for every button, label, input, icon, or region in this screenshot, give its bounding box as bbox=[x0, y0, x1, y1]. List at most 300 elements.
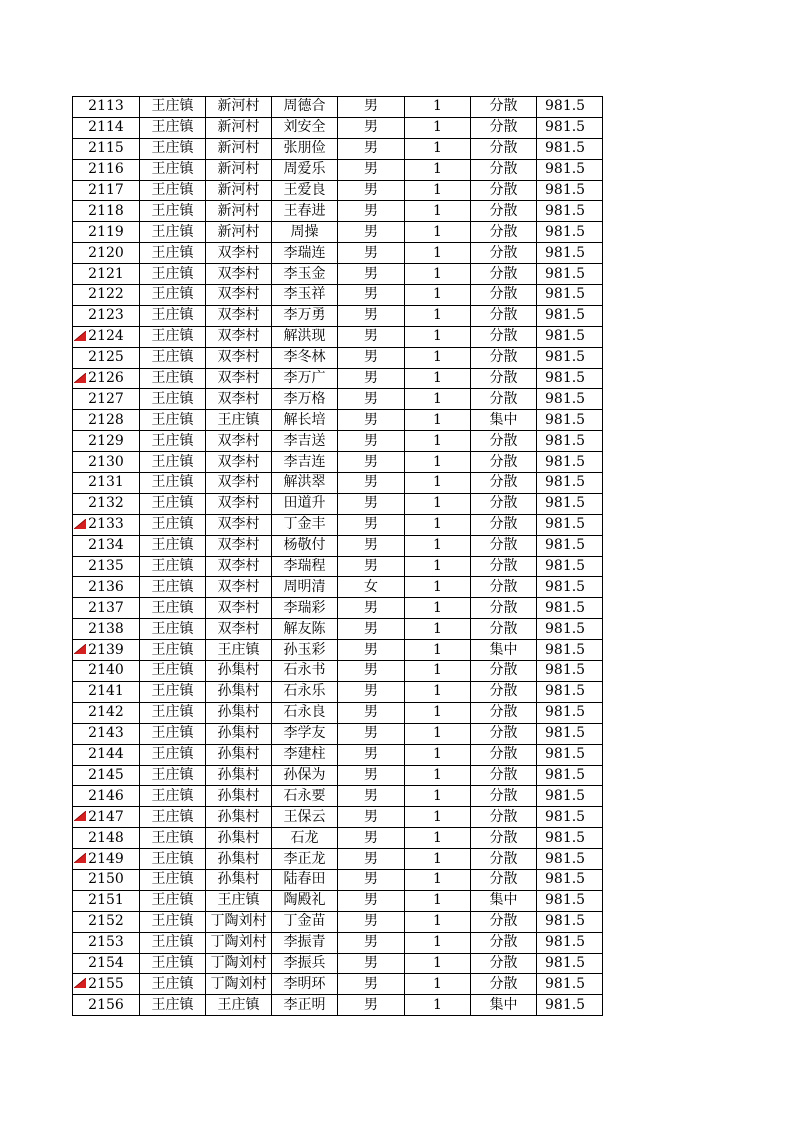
amount-cell[interactable] bbox=[537, 97, 603, 118]
support-mode-cell[interactable] bbox=[471, 598, 537, 619]
count-cell[interactable] bbox=[405, 285, 471, 306]
gender-cell[interactable] bbox=[338, 890, 405, 911]
village-cell[interactable] bbox=[206, 410, 272, 431]
support-mode-cell[interactable] bbox=[471, 410, 537, 431]
village-cell[interactable] bbox=[206, 869, 272, 890]
amount-cell[interactable] bbox=[537, 765, 603, 786]
amount-cell[interactable] bbox=[537, 431, 603, 452]
serial-number-cell[interactable] bbox=[73, 473, 140, 494]
count-cell[interactable] bbox=[405, 828, 471, 849]
town-cell[interactable] bbox=[140, 514, 206, 535]
gender-cell[interactable] bbox=[338, 201, 405, 222]
count-cell[interactable] bbox=[405, 765, 471, 786]
amount-cell[interactable] bbox=[537, 389, 603, 410]
support-mode-cell[interactable] bbox=[471, 431, 537, 452]
gender-cell[interactable] bbox=[338, 765, 405, 786]
village-cell[interactable] bbox=[206, 598, 272, 619]
name-cell[interactable] bbox=[272, 285, 338, 306]
village-cell[interactable] bbox=[206, 138, 272, 159]
name-cell[interactable] bbox=[272, 702, 338, 723]
gender-cell[interactable] bbox=[338, 577, 405, 598]
name-cell[interactable] bbox=[272, 765, 338, 786]
town-cell[interactable] bbox=[140, 974, 206, 995]
gender-cell[interactable] bbox=[338, 869, 405, 890]
count-cell[interactable] bbox=[405, 556, 471, 577]
name-cell[interactable] bbox=[272, 869, 338, 890]
name-cell[interactable] bbox=[272, 911, 338, 932]
town-cell[interactable] bbox=[140, 744, 206, 765]
village-cell[interactable] bbox=[206, 953, 272, 974]
count-cell[interactable] bbox=[405, 514, 471, 535]
village-cell[interactable] bbox=[206, 556, 272, 577]
town-cell[interactable] bbox=[140, 305, 206, 326]
serial-number-cell[interactable] bbox=[73, 828, 140, 849]
town-cell[interactable] bbox=[140, 786, 206, 807]
amount-cell[interactable] bbox=[537, 932, 603, 953]
town-cell[interactable] bbox=[140, 410, 206, 431]
town-cell[interactable] bbox=[140, 535, 206, 556]
amount-cell[interactable] bbox=[537, 598, 603, 619]
amount-cell[interactable] bbox=[537, 974, 603, 995]
support-mode-cell[interactable] bbox=[471, 723, 537, 744]
support-mode-cell[interactable] bbox=[471, 264, 537, 285]
support-mode-cell[interactable] bbox=[471, 807, 537, 828]
town-cell[interactable] bbox=[140, 180, 206, 201]
village-cell[interactable] bbox=[206, 828, 272, 849]
village-cell[interactable] bbox=[206, 305, 272, 326]
gender-cell[interactable] bbox=[338, 744, 405, 765]
support-mode-cell[interactable] bbox=[471, 556, 537, 577]
gender-cell[interactable] bbox=[338, 911, 405, 932]
serial-number-cell[interactable] bbox=[73, 681, 140, 702]
count-cell[interactable] bbox=[405, 368, 471, 389]
serial-number-cell[interactable] bbox=[73, 702, 140, 723]
amount-cell[interactable] bbox=[537, 744, 603, 765]
gender-cell[interactable] bbox=[338, 681, 405, 702]
count-cell[interactable] bbox=[405, 159, 471, 180]
serial-number-cell[interactable] bbox=[73, 661, 140, 682]
count-cell[interactable] bbox=[405, 138, 471, 159]
town-cell[interactable] bbox=[140, 243, 206, 264]
count-cell[interactable] bbox=[405, 535, 471, 556]
amount-cell[interactable] bbox=[537, 410, 603, 431]
gender-cell[interactable] bbox=[338, 556, 405, 577]
serial-number-cell[interactable] bbox=[73, 535, 140, 556]
serial-number-cell[interactable] bbox=[73, 264, 140, 285]
name-cell[interactable] bbox=[272, 514, 338, 535]
gender-cell[interactable] bbox=[338, 953, 405, 974]
serial-number-cell[interactable] bbox=[73, 389, 140, 410]
village-cell[interactable] bbox=[206, 661, 272, 682]
name-cell[interactable] bbox=[272, 849, 338, 870]
name-cell[interactable] bbox=[272, 222, 338, 243]
town-cell[interactable] bbox=[140, 869, 206, 890]
support-mode-cell[interactable] bbox=[471, 326, 537, 347]
gender-cell[interactable] bbox=[338, 431, 405, 452]
town-cell[interactable] bbox=[140, 264, 206, 285]
serial-number-cell[interactable] bbox=[73, 577, 140, 598]
village-cell[interactable] bbox=[206, 243, 272, 264]
gender-cell[interactable] bbox=[338, 452, 405, 473]
amount-cell[interactable] bbox=[537, 911, 603, 932]
village-cell[interactable] bbox=[206, 452, 272, 473]
gender-cell[interactable] bbox=[338, 493, 405, 514]
support-mode-cell[interactable] bbox=[471, 869, 537, 890]
count-cell[interactable] bbox=[405, 201, 471, 222]
gender-cell[interactable] bbox=[338, 180, 405, 201]
gender-cell[interactable] bbox=[338, 305, 405, 326]
village-cell[interactable] bbox=[206, 473, 272, 494]
serial-number-cell[interactable] bbox=[73, 953, 140, 974]
count-cell[interactable] bbox=[405, 723, 471, 744]
support-mode-cell[interactable] bbox=[471, 389, 537, 410]
town-cell[interactable] bbox=[140, 828, 206, 849]
serial-number-cell[interactable] bbox=[73, 890, 140, 911]
village-cell[interactable] bbox=[206, 932, 272, 953]
name-cell[interactable] bbox=[272, 452, 338, 473]
support-mode-cell[interactable] bbox=[471, 97, 537, 118]
name-cell[interactable] bbox=[272, 431, 338, 452]
village-cell[interactable] bbox=[206, 431, 272, 452]
name-cell[interactable] bbox=[272, 535, 338, 556]
support-mode-cell[interactable] bbox=[471, 786, 537, 807]
town-cell[interactable] bbox=[140, 159, 206, 180]
name-cell[interactable] bbox=[272, 326, 338, 347]
support-mode-cell[interactable] bbox=[471, 619, 537, 640]
amount-cell[interactable] bbox=[537, 368, 603, 389]
amount-cell[interactable] bbox=[537, 493, 603, 514]
town-cell[interactable] bbox=[140, 326, 206, 347]
gender-cell[interactable] bbox=[338, 347, 405, 368]
town-cell[interactable] bbox=[140, 556, 206, 577]
count-cell[interactable] bbox=[405, 493, 471, 514]
gender-cell[interactable] bbox=[338, 640, 405, 661]
gender-cell[interactable] bbox=[338, 97, 405, 118]
count-cell[interactable] bbox=[405, 117, 471, 138]
village-cell[interactable] bbox=[206, 577, 272, 598]
count-cell[interactable] bbox=[405, 410, 471, 431]
amount-cell[interactable] bbox=[537, 305, 603, 326]
amount-cell[interactable] bbox=[537, 159, 603, 180]
count-cell[interactable] bbox=[405, 681, 471, 702]
town-cell[interactable] bbox=[140, 932, 206, 953]
town-cell[interactable] bbox=[140, 619, 206, 640]
village-cell[interactable] bbox=[206, 786, 272, 807]
serial-number-cell[interactable] bbox=[73, 786, 140, 807]
amount-cell[interactable] bbox=[537, 201, 603, 222]
town-cell[interactable] bbox=[140, 807, 206, 828]
support-mode-cell[interactable] bbox=[471, 117, 537, 138]
gender-cell[interactable] bbox=[338, 723, 405, 744]
amount-cell[interactable] bbox=[537, 640, 603, 661]
name-cell[interactable] bbox=[272, 368, 338, 389]
town-cell[interactable] bbox=[140, 431, 206, 452]
name-cell[interactable] bbox=[272, 180, 338, 201]
town-cell[interactable] bbox=[140, 138, 206, 159]
support-mode-cell[interactable] bbox=[471, 138, 537, 159]
town-cell[interactable] bbox=[140, 347, 206, 368]
name-cell[interactable] bbox=[272, 97, 338, 118]
amount-cell[interactable] bbox=[537, 953, 603, 974]
count-cell[interactable] bbox=[405, 849, 471, 870]
amount-cell[interactable] bbox=[537, 117, 603, 138]
support-mode-cell[interactable] bbox=[471, 305, 537, 326]
gender-cell[interactable] bbox=[338, 243, 405, 264]
serial-number-cell[interactable] bbox=[73, 159, 140, 180]
count-cell[interactable] bbox=[405, 577, 471, 598]
amount-cell[interactable] bbox=[537, 514, 603, 535]
amount-cell[interactable] bbox=[537, 326, 603, 347]
support-mode-cell[interactable] bbox=[471, 493, 537, 514]
amount-cell[interactable] bbox=[537, 222, 603, 243]
town-cell[interactable] bbox=[140, 389, 206, 410]
gender-cell[interactable] bbox=[338, 514, 405, 535]
village-cell[interactable] bbox=[206, 514, 272, 535]
amount-cell[interactable] bbox=[537, 243, 603, 264]
name-cell[interactable] bbox=[272, 932, 338, 953]
serial-number-cell[interactable] bbox=[73, 285, 140, 306]
serial-number-cell[interactable] bbox=[73, 138, 140, 159]
count-cell[interactable] bbox=[405, 995, 471, 1016]
gender-cell[interactable] bbox=[338, 368, 405, 389]
gender-cell[interactable] bbox=[338, 995, 405, 1016]
serial-number-cell[interactable] bbox=[73, 305, 140, 326]
support-mode-cell[interactable] bbox=[471, 828, 537, 849]
serial-number-cell[interactable] bbox=[73, 117, 140, 138]
serial-number-cell[interactable] bbox=[73, 452, 140, 473]
name-cell[interactable] bbox=[272, 201, 338, 222]
village-cell[interactable] bbox=[206, 368, 272, 389]
serial-number-cell[interactable] bbox=[73, 556, 140, 577]
town-cell[interactable] bbox=[140, 285, 206, 306]
count-cell[interactable] bbox=[405, 389, 471, 410]
serial-number-cell[interactable] bbox=[73, 723, 140, 744]
name-cell[interactable] bbox=[272, 828, 338, 849]
count-cell[interactable] bbox=[405, 911, 471, 932]
gender-cell[interactable] bbox=[338, 619, 405, 640]
village-cell[interactable] bbox=[206, 347, 272, 368]
support-mode-cell[interactable] bbox=[471, 285, 537, 306]
serial-number-cell[interactable] bbox=[73, 201, 140, 222]
amount-cell[interactable] bbox=[537, 138, 603, 159]
support-mode-cell[interactable] bbox=[471, 452, 537, 473]
serial-number-cell[interactable] bbox=[73, 180, 140, 201]
support-mode-cell[interactable] bbox=[471, 661, 537, 682]
count-cell[interactable] bbox=[405, 347, 471, 368]
support-mode-cell[interactable] bbox=[471, 222, 537, 243]
gender-cell[interactable] bbox=[338, 326, 405, 347]
town-cell[interactable] bbox=[140, 222, 206, 243]
serial-number-cell[interactable] bbox=[73, 222, 140, 243]
name-cell[interactable] bbox=[272, 744, 338, 765]
serial-number-cell[interactable] bbox=[73, 974, 140, 995]
count-cell[interactable] bbox=[405, 222, 471, 243]
village-cell[interactable] bbox=[206, 995, 272, 1016]
gender-cell[interactable] bbox=[338, 849, 405, 870]
cell-comment-marker-icon[interactable] bbox=[74, 853, 86, 863]
town-cell[interactable] bbox=[140, 201, 206, 222]
village-cell[interactable] bbox=[206, 744, 272, 765]
village-cell[interactable] bbox=[206, 890, 272, 911]
name-cell[interactable] bbox=[272, 723, 338, 744]
gender-cell[interactable] bbox=[338, 828, 405, 849]
village-cell[interactable] bbox=[206, 681, 272, 702]
town-cell[interactable] bbox=[140, 473, 206, 494]
village-cell[interactable] bbox=[206, 326, 272, 347]
amount-cell[interactable] bbox=[537, 723, 603, 744]
support-mode-cell[interactable] bbox=[471, 473, 537, 494]
village-cell[interactable] bbox=[206, 97, 272, 118]
name-cell[interactable] bbox=[272, 661, 338, 682]
amount-cell[interactable] bbox=[537, 285, 603, 306]
gender-cell[interactable] bbox=[338, 974, 405, 995]
name-cell[interactable] bbox=[272, 577, 338, 598]
gender-cell[interactable] bbox=[338, 786, 405, 807]
support-mode-cell[interactable] bbox=[471, 890, 537, 911]
village-cell[interactable] bbox=[206, 159, 272, 180]
cell-comment-marker-icon[interactable] bbox=[74, 373, 86, 383]
name-cell[interactable] bbox=[272, 389, 338, 410]
count-cell[interactable] bbox=[405, 305, 471, 326]
gender-cell[interactable] bbox=[338, 410, 405, 431]
village-cell[interactable] bbox=[206, 640, 272, 661]
serial-number-cell[interactable] bbox=[73, 849, 140, 870]
gender-cell[interactable] bbox=[338, 389, 405, 410]
count-cell[interactable] bbox=[405, 598, 471, 619]
town-cell[interactable] bbox=[140, 953, 206, 974]
town-cell[interactable] bbox=[140, 598, 206, 619]
count-cell[interactable] bbox=[405, 869, 471, 890]
support-mode-cell[interactable] bbox=[471, 159, 537, 180]
support-mode-cell[interactable] bbox=[471, 577, 537, 598]
town-cell[interactable] bbox=[140, 995, 206, 1016]
gender-cell[interactable] bbox=[338, 117, 405, 138]
amount-cell[interactable] bbox=[537, 577, 603, 598]
amount-cell[interactable] bbox=[537, 786, 603, 807]
count-cell[interactable] bbox=[405, 661, 471, 682]
name-cell[interactable] bbox=[272, 493, 338, 514]
support-mode-cell[interactable] bbox=[471, 514, 537, 535]
town-cell[interactable] bbox=[140, 640, 206, 661]
village-cell[interactable] bbox=[206, 702, 272, 723]
village-cell[interactable] bbox=[206, 389, 272, 410]
amount-cell[interactable] bbox=[537, 995, 603, 1016]
village-cell[interactable] bbox=[206, 201, 272, 222]
serial-number-cell[interactable] bbox=[73, 911, 140, 932]
support-mode-cell[interactable] bbox=[471, 911, 537, 932]
town-cell[interactable] bbox=[140, 765, 206, 786]
support-mode-cell[interactable] bbox=[471, 744, 537, 765]
name-cell[interactable] bbox=[272, 305, 338, 326]
support-mode-cell[interactable] bbox=[471, 953, 537, 974]
name-cell[interactable] bbox=[272, 786, 338, 807]
cell-comment-marker-icon[interactable] bbox=[74, 644, 86, 654]
name-cell[interactable] bbox=[272, 619, 338, 640]
serial-number-cell[interactable] bbox=[73, 368, 140, 389]
village-cell[interactable] bbox=[206, 619, 272, 640]
support-mode-cell[interactable] bbox=[471, 640, 537, 661]
name-cell[interactable] bbox=[272, 556, 338, 577]
village-cell[interactable] bbox=[206, 723, 272, 744]
amount-cell[interactable] bbox=[537, 681, 603, 702]
serial-number-cell[interactable] bbox=[73, 995, 140, 1016]
support-mode-cell[interactable] bbox=[471, 974, 537, 995]
name-cell[interactable] bbox=[272, 138, 338, 159]
serial-number-cell[interactable] bbox=[73, 744, 140, 765]
gender-cell[interactable] bbox=[338, 598, 405, 619]
count-cell[interactable] bbox=[405, 640, 471, 661]
count-cell[interactable] bbox=[405, 326, 471, 347]
serial-number-cell[interactable] bbox=[73, 869, 140, 890]
village-cell[interactable] bbox=[206, 911, 272, 932]
town-cell[interactable] bbox=[140, 577, 206, 598]
amount-cell[interactable] bbox=[537, 869, 603, 890]
town-cell[interactable] bbox=[140, 117, 206, 138]
amount-cell[interactable] bbox=[537, 180, 603, 201]
cell-comment-marker-icon[interactable] bbox=[74, 519, 86, 529]
amount-cell[interactable] bbox=[537, 264, 603, 285]
name-cell[interactable] bbox=[272, 974, 338, 995]
serial-number-cell[interactable] bbox=[73, 493, 140, 514]
gender-cell[interactable] bbox=[338, 264, 405, 285]
village-cell[interactable] bbox=[206, 285, 272, 306]
support-mode-cell[interactable] bbox=[471, 995, 537, 1016]
serial-number-cell[interactable] bbox=[73, 431, 140, 452]
town-cell[interactable] bbox=[140, 702, 206, 723]
count-cell[interactable] bbox=[405, 431, 471, 452]
name-cell[interactable] bbox=[272, 598, 338, 619]
town-cell[interactable] bbox=[140, 493, 206, 514]
amount-cell[interactable] bbox=[537, 890, 603, 911]
gender-cell[interactable] bbox=[338, 285, 405, 306]
count-cell[interactable] bbox=[405, 890, 471, 911]
town-cell[interactable] bbox=[140, 681, 206, 702]
count-cell[interactable] bbox=[405, 180, 471, 201]
support-mode-cell[interactable] bbox=[471, 201, 537, 222]
amount-cell[interactable] bbox=[537, 452, 603, 473]
gender-cell[interactable] bbox=[338, 702, 405, 723]
amount-cell[interactable] bbox=[537, 556, 603, 577]
village-cell[interactable] bbox=[206, 264, 272, 285]
town-cell[interactable] bbox=[140, 911, 206, 932]
count-cell[interactable] bbox=[405, 452, 471, 473]
gender-cell[interactable] bbox=[338, 661, 405, 682]
support-mode-cell[interactable] bbox=[471, 243, 537, 264]
count-cell[interactable] bbox=[405, 264, 471, 285]
support-mode-cell[interactable] bbox=[471, 681, 537, 702]
name-cell[interactable] bbox=[272, 995, 338, 1016]
count-cell[interactable] bbox=[405, 807, 471, 828]
cell-comment-marker-icon[interactable] bbox=[74, 331, 86, 341]
support-mode-cell[interactable] bbox=[471, 347, 537, 368]
town-cell[interactable] bbox=[140, 890, 206, 911]
count-cell[interactable] bbox=[405, 473, 471, 494]
village-cell[interactable] bbox=[206, 807, 272, 828]
name-cell[interactable] bbox=[272, 890, 338, 911]
cell-comment-marker-icon[interactable] bbox=[74, 811, 86, 821]
amount-cell[interactable] bbox=[537, 807, 603, 828]
village-cell[interactable] bbox=[206, 222, 272, 243]
name-cell[interactable] bbox=[272, 681, 338, 702]
serial-number-cell[interactable] bbox=[73, 514, 140, 535]
village-cell[interactable] bbox=[206, 117, 272, 138]
gender-cell[interactable] bbox=[338, 222, 405, 243]
amount-cell[interactable] bbox=[537, 535, 603, 556]
gender-cell[interactable] bbox=[338, 159, 405, 180]
name-cell[interactable] bbox=[272, 159, 338, 180]
gender-cell[interactable] bbox=[338, 932, 405, 953]
village-cell[interactable] bbox=[206, 493, 272, 514]
